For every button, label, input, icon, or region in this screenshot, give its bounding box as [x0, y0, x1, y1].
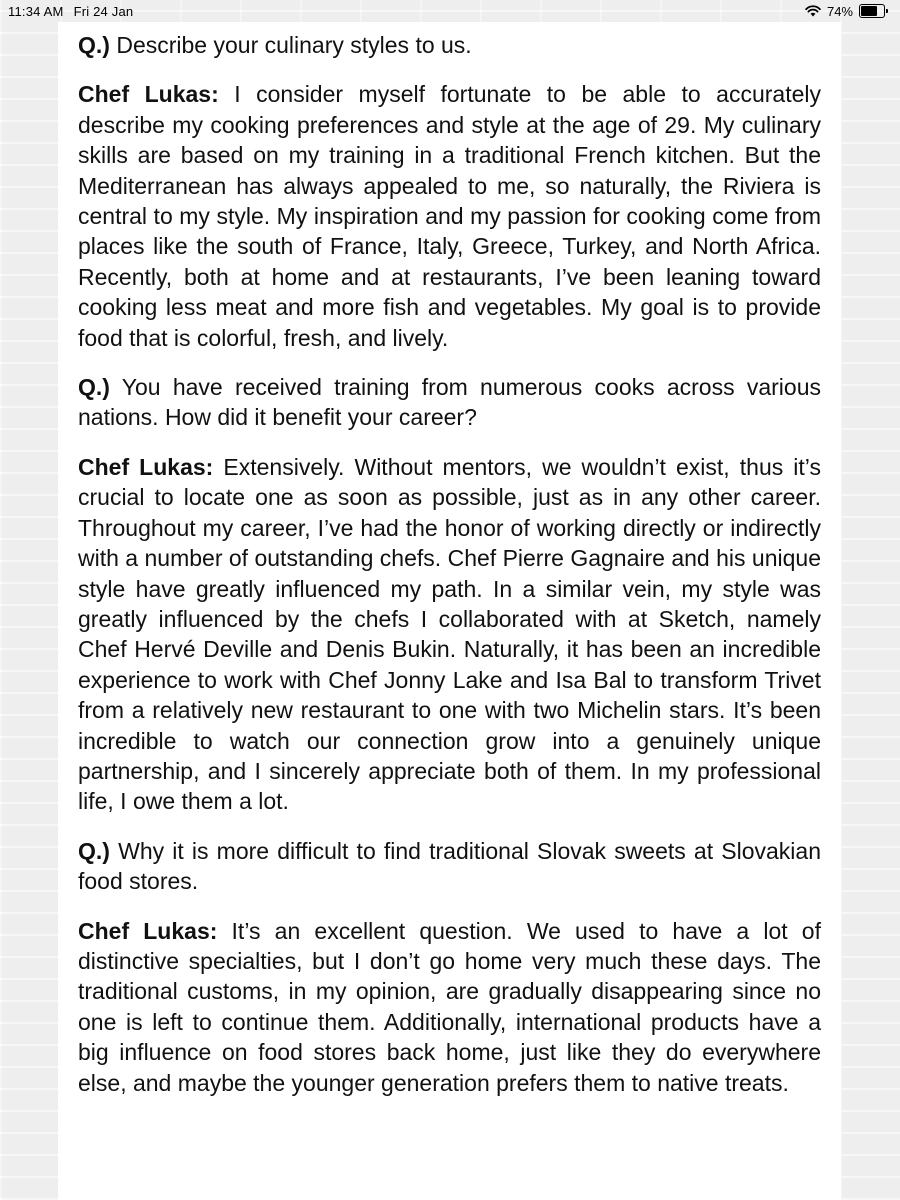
- status-time: 11:34 AM: [8, 3, 64, 19]
- speaker-label: Chef Lukas:: [78, 81, 219, 108]
- battery-tip: [886, 9, 888, 13]
- battery-percent: 74%: [826, 3, 853, 19]
- answer-paragraph: [78, 452, 821, 817]
- answer-paragraph: [78, 79, 821, 353]
- paragraph-text: Extensively. Without mentors, we wouldn’t exist, thus it’s crucial to locate one as soon as possible, just as in any other career. Throughout my career, I’ve had the honor of working directly or indirectly with a number of outstanding chefs. Chef Pierre Gagnaire and his unique style have greatly influenced my path. In a similar vein, my style was greatly influenced by the chefs I collaborated with at Sketch, namely Chef Hervé Deville and Denis Bukin. Naturally, it has been an incredible experience to work with Chef Jonny Lake and Isa Bal to transform Trivet from a relatively new restaurant to one with two Michelin stars. It’s been incredible to watch our connection grow into a genuinely unique partnership, and I sincerely appreciate both of them. In my professional life, I owe them a lot.: [78, 453, 822, 815]
- paragraph-text: I consider myself fortunate to be able to accurately describe my cooking preferences and style at the age of 29. My culinary skills are based on my training in a traditional French kitchen. But the Mediterranean has always appealed to me, so naturally, the Riviera is central to my style. My inspiration and my passion for cooking come from places like the south of France, Italy, Greece, Turkey, and North Africa. Recently, both at home and at restaurants, I’ve been leaning toward cooking less meat and more fish and vegetables. My goal is to provide food that is colorful, fresh, and lively.: [78, 81, 821, 351]
- status-date: Fri 24 Jan: [73, 3, 134, 19]
- speaker-label: Q.): [78, 32, 110, 58]
- article-page: [58, 22, 841, 1200]
- question-paragraph: [78, 836, 821, 897]
- status-right: [805, 4, 888, 19]
- speaker-label: Chef Lukas:: [78, 453, 214, 480]
- status-left: [8, 4, 133, 19]
- paragraph-text: You have received training from numerous cooks across various nations. How did it benefit your career?: [78, 374, 821, 431]
- speaker-label: Q.): [78, 374, 110, 401]
- wifi-icon: [805, 5, 821, 17]
- question-paragraph: [78, 372, 821, 433]
- battery-level: [861, 6, 877, 16]
- speaker-label: Q.): [78, 837, 110, 864]
- battery-icon: [859, 4, 888, 18]
- paragraph-text: Why it is more difficult to find traditional Slovak sweets at Slovakian food stores.: [78, 837, 821, 895]
- paragraph-text: Describe your culinary styles to us.: [116, 32, 472, 58]
- question-paragraph: [78, 30, 821, 60]
- speaker-label: Chef Lukas:: [78, 917, 218, 944]
- answer-paragraph: [78, 916, 821, 1098]
- status-bar: [0, 0, 900, 22]
- paragraph-text: It’s an excellent question. We used to have a lot of distinctive specialties, but I don’t go home very much these days. The traditional customs, in my opinion, are gradually disappearing since no one is left to continue them. Additionally, international products have a big influence on food stores back home, just like they do everywhere else, and maybe the younger generation prefers them to native treats.: [78, 917, 821, 1096]
- battery-body: [859, 4, 885, 18]
